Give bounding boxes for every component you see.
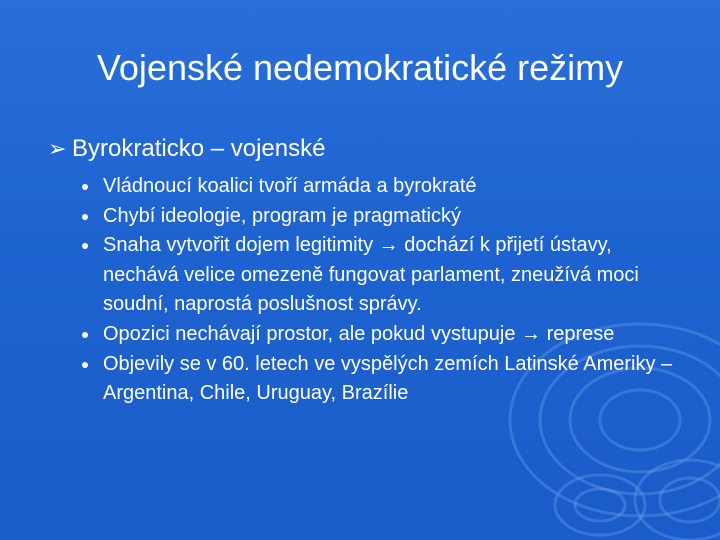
slide-title: Vojenské nedemokratické režimy <box>96 47 624 88</box>
list-item-text: Vládnoucí koalici tvoří armáda a byrokraté <box>103 175 477 197</box>
bullet-dot-icon <box>82 214 88 220</box>
bullet-dot-icon <box>82 362 88 368</box>
bullet-dot-icon <box>82 184 88 190</box>
level1-text: Byrokraticko – vojenské <box>72 135 326 162</box>
list-item-text: Objevily se v 60. letech ve vyspělých zemích Latinské Ameriky – Argentina, Chile, Uruguay, Brazílie <box>103 352 673 405</box>
list-item-text: Opozici nechávají prostor, ale pokud vystupuje → represe <box>103 322 615 345</box>
list-item <box>82 202 692 232</box>
list-item <box>82 350 692 409</box>
bullet-list <box>82 172 692 409</box>
list-item <box>82 320 692 350</box>
bullet-dot-icon <box>82 332 88 338</box>
list-item-text: Chybí ideologie, program je pragmatický <box>103 204 461 227</box>
level1-bullet <box>48 132 688 166</box>
bullet-dot-icon <box>82 243 88 249</box>
arrow-bullet-icon: ➢ <box>48 136 67 161</box>
list-item <box>82 172 692 202</box>
list-item-text: Snaha vytvořit dojem legitimity → dochází k přijetí ústavy, nechává velice omezeně fungovat parlament, zneužívá moci soudní, naprostá poslušnost správy. <box>103 234 639 316</box>
list-item <box>82 231 692 320</box>
